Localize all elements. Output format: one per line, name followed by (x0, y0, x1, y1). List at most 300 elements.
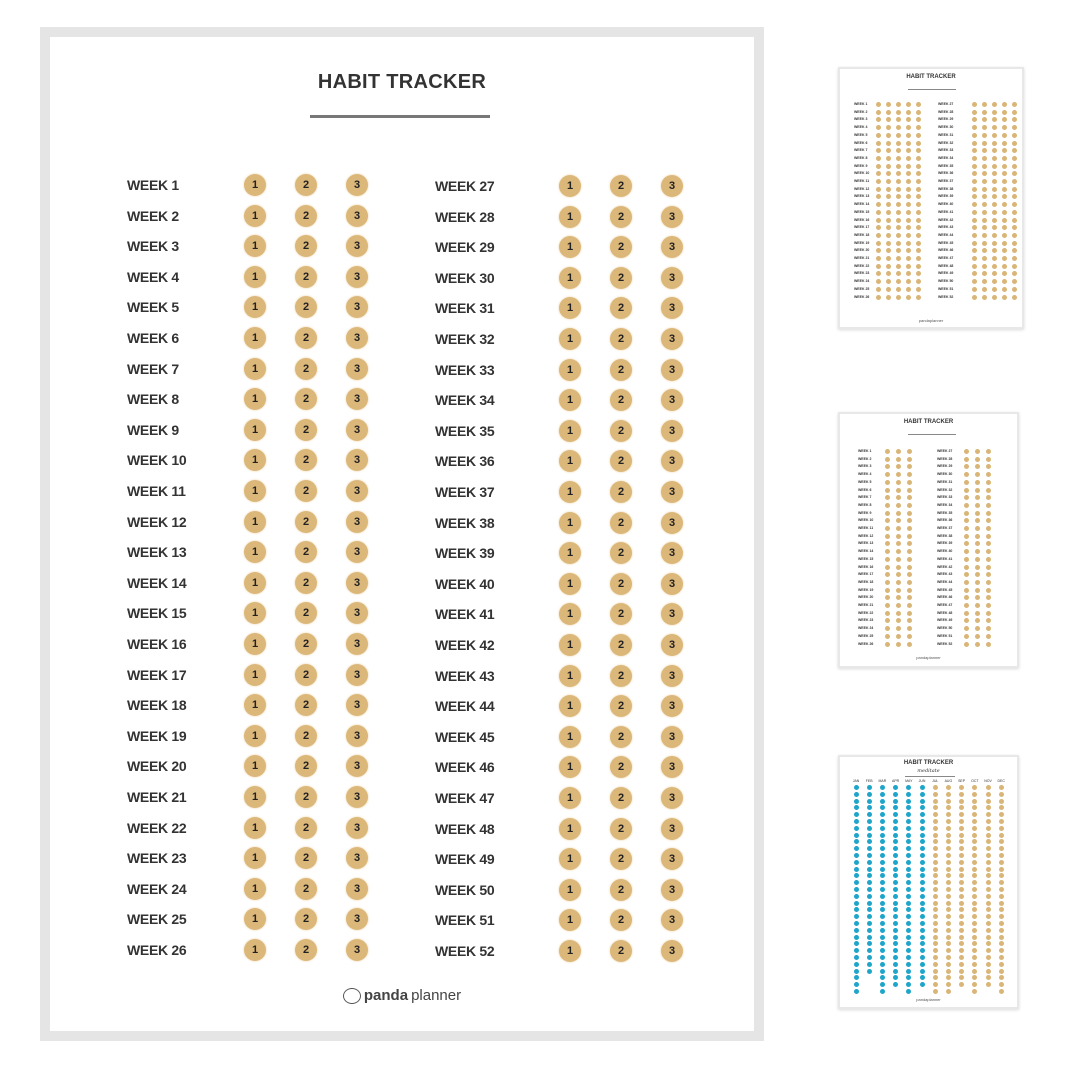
habit-circle[interactable]: 2 (295, 205, 317, 227)
thumb-day-circle (946, 887, 951, 892)
habit-circle[interactable]: 2 (610, 175, 632, 197)
thumb-circle (972, 271, 977, 276)
thumb-day-circle (986, 880, 991, 885)
week-label: WEEK 3 (127, 238, 179, 255)
thumb-day-circle (959, 880, 964, 885)
habit-circle[interactable]: 3 (346, 541, 368, 563)
habit-circle[interactable]: 1 (244, 878, 266, 900)
habit-circle[interactable]: 2 (295, 388, 317, 410)
habit-circle[interactable]: 3 (661, 542, 683, 564)
habit-circle[interactable]: 3 (346, 419, 368, 441)
thumb-day-circle (999, 962, 1004, 967)
habit-circle[interactable]: 1 (244, 847, 266, 869)
habit-circle[interactable]: 1 (559, 175, 581, 197)
thumb-circle (975, 464, 980, 469)
thumb-day-circle (999, 846, 1004, 851)
habit-circle[interactable]: 3 (346, 664, 368, 686)
thumb-day-circle (867, 792, 872, 797)
habit-circle[interactable]: 3 (346, 939, 368, 961)
habit-circle[interactable]: 2 (295, 419, 317, 441)
thumbnail-monthly[interactable] (838, 755, 1019, 1009)
habit-circle[interactable]: 2 (610, 267, 632, 289)
habit-circle[interactable]: 3 (346, 725, 368, 747)
thumb-circle (1002, 187, 1007, 192)
week-row (127, 694, 361, 716)
thumb-day-circle (867, 921, 872, 926)
habit-circle[interactable]: 1 (244, 541, 266, 563)
habit-circle[interactable]: 2 (295, 266, 317, 288)
thumb-day-circle (880, 962, 885, 967)
habit-circle[interactable]: 2 (295, 908, 317, 930)
thumb-circle (885, 626, 890, 631)
habit-circle[interactable]: 1 (559, 236, 581, 258)
thumb-circle (1012, 256, 1017, 261)
thumb-day-circle (999, 887, 1004, 892)
habit-circle[interactable]: 3 (661, 818, 683, 840)
habit-circle[interactable]: 1 (559, 756, 581, 778)
habit-circle[interactable]: 2 (610, 236, 632, 258)
week-row (435, 573, 676, 595)
habit-circle[interactable]: 3 (661, 481, 683, 503)
thumb-day-circle (920, 812, 925, 817)
habit-circle[interactable]: 3 (661, 848, 683, 870)
thumb-circle (896, 102, 901, 107)
habit-circle[interactable]: 3 (661, 726, 683, 748)
habit-circle[interactable]: 3 (346, 817, 368, 839)
habit-circle[interactable]: 3 (661, 695, 683, 717)
habit-circle[interactable]: 3 (346, 205, 368, 227)
thumb-day-circle (880, 907, 885, 912)
habit-circle[interactable]: 1 (244, 327, 266, 349)
habit-circle[interactable]: 1 (559, 879, 581, 901)
thumb-circle (876, 248, 881, 253)
thumb-logo: pandaplanner (916, 655, 941, 660)
thumbnail-5-circle[interactable] (838, 67, 1024, 329)
habit-circle[interactable]: 1 (559, 573, 581, 595)
thumb-day-circle (933, 989, 938, 994)
thumb-circle (992, 125, 997, 130)
thumb-day-circle (946, 826, 951, 831)
thumb-circle (896, 472, 901, 477)
habit-circle[interactable]: 1 (559, 267, 581, 289)
thumb-day-circle (999, 928, 1004, 933)
habit-circle[interactable]: 3 (661, 512, 683, 534)
thumb-circle (972, 110, 977, 115)
thumb-circle (876, 287, 881, 292)
thumb-circle (972, 287, 977, 292)
week-row (127, 847, 361, 869)
habit-circle[interactable]: 2 (295, 511, 317, 533)
thumb-circle (1002, 148, 1007, 153)
thumb-day-circle (999, 833, 1004, 838)
habit-circle[interactable]: 1 (244, 786, 266, 808)
habit-circle[interactable]: 3 (346, 480, 368, 502)
habit-circle[interactable]: 2 (295, 633, 317, 655)
habit-circle[interactable]: 1 (244, 205, 266, 227)
habit-circle[interactable]: 1 (244, 419, 266, 441)
thumb-day-circle (972, 914, 977, 919)
habit-circle[interactable]: 2 (610, 573, 632, 595)
thumb-day-circle (854, 935, 859, 940)
thumb-week-label: WEEK 39 (937, 541, 953, 546)
thumb-circle (885, 634, 890, 639)
habit-circle[interactable]: 1 (244, 480, 266, 502)
week-label: WEEK 38 (435, 514, 495, 531)
thumb-day-circle (867, 799, 872, 804)
thumb-circle (886, 287, 891, 292)
thumb-circle (982, 164, 987, 169)
habit-circle[interactable]: 3 (346, 358, 368, 380)
thumb-day-circle (972, 846, 977, 851)
thumb-circle (982, 225, 987, 230)
habit-circle[interactable]: 2 (295, 847, 317, 869)
thumb-circle (885, 611, 890, 616)
habit-circle[interactable]: 3 (661, 634, 683, 656)
thumb-day-circle (986, 785, 991, 790)
habit-circle[interactable]: 1 (559, 787, 581, 809)
habit-circle[interactable]: 1 (244, 358, 266, 380)
thumb-circle (964, 526, 969, 531)
week-row (435, 879, 676, 901)
thumb-week-label: WEEK 41 (937, 556, 953, 561)
habit-circle[interactable]: 2 (295, 235, 317, 257)
habit-circle[interactable]: 3 (346, 511, 368, 533)
thumb-circle (906, 295, 911, 300)
habit-circle[interactable]: 3 (661, 573, 683, 595)
thumb-day-circle (972, 819, 977, 824)
thumb-day-circle (972, 935, 977, 940)
habit-circle[interactable]: 2 (295, 664, 317, 686)
week-label: WEEK 45 (435, 728, 495, 745)
habit-circle[interactable]: 2 (610, 206, 632, 228)
habit-circle[interactable]: 2 (295, 939, 317, 961)
thumb-circle (986, 588, 991, 593)
thumb-day-circle (906, 969, 911, 974)
habit-circle[interactable]: 1 (559, 481, 581, 503)
thumb-week-label: WEEK 50 (937, 626, 953, 631)
habit-circle[interactable]: 2 (295, 572, 317, 594)
habit-circle[interactable]: 2 (295, 786, 317, 808)
habit-circle[interactable]: 2 (295, 541, 317, 563)
habit-circle[interactable]: 2 (610, 879, 632, 901)
week-label: WEEK 24 (127, 880, 187, 897)
habit-circle[interactable]: 2 (295, 174, 317, 196)
habit-circle[interactable]: 3 (661, 267, 683, 289)
habit-circle[interactable]: 1 (559, 512, 581, 534)
habit-circle[interactable]: 2 (295, 602, 317, 624)
habit-circle[interactable]: 3 (661, 603, 683, 625)
thumb-circle (1012, 295, 1017, 300)
thumb-day-circle (867, 941, 872, 946)
habit-circle[interactable]: 1 (559, 848, 581, 870)
habit-circle[interactable]: 3 (346, 235, 368, 257)
habit-circle[interactable]: 3 (346, 572, 368, 594)
habit-circle[interactable]: 1 (559, 665, 581, 687)
habit-circle[interactable]: 2 (610, 420, 632, 442)
habit-circle[interactable]: 2 (610, 940, 632, 962)
habit-circle[interactable]: 3 (346, 266, 368, 288)
thumb-day-circle (867, 819, 872, 824)
thumb-day-circle (906, 914, 911, 919)
thumb-day-circle (933, 914, 938, 919)
habit-circle[interactable]: 1 (559, 389, 581, 411)
thumb-week-label: WEEK 7 (854, 148, 868, 153)
habit-circle[interactable]: 3 (346, 296, 368, 318)
habit-circle[interactable]: 3 (346, 847, 368, 869)
habit-circle[interactable]: 2 (610, 848, 632, 870)
thumb-day-circle (972, 989, 977, 994)
thumb-circle (975, 495, 980, 500)
thumb-circle (906, 164, 911, 169)
thumb-circle (986, 565, 991, 570)
thumb-circle (876, 141, 881, 146)
habit-circle[interactable]: 1 (559, 328, 581, 350)
habit-circle[interactable]: 1 (244, 511, 266, 533)
thumb-circle (1002, 256, 1007, 261)
thumb-week-label: WEEK 49 (937, 618, 953, 623)
thumb-circle (885, 642, 890, 647)
habit-circle[interactable]: 1 (244, 755, 266, 777)
habit-circle[interactable]: 2 (610, 818, 632, 840)
habit-circle[interactable]: 2 (610, 512, 632, 534)
week-row (435, 481, 676, 503)
week-row (127, 664, 361, 686)
habit-circle[interactable]: 1 (559, 297, 581, 319)
thumb-day-circle (906, 941, 911, 946)
habit-circle[interactable]: 2 (295, 878, 317, 900)
habit-circle[interactable]: 2 (610, 542, 632, 564)
thumb-day-circle (933, 907, 938, 912)
thumb-circle (896, 171, 901, 176)
habit-circle[interactable]: 3 (346, 602, 368, 624)
habit-circle[interactable]: 2 (610, 726, 632, 748)
habit-circle[interactable]: 2 (610, 665, 632, 687)
habit-circle[interactable]: 1 (244, 908, 266, 930)
habit-circle[interactable]: 1 (559, 940, 581, 962)
habit-circle[interactable]: 1 (244, 388, 266, 410)
thumb-day-circle (986, 975, 991, 980)
habit-circle[interactable]: 3 (661, 665, 683, 687)
habit-circle[interactable]: 1 (244, 939, 266, 961)
habit-circle[interactable]: 1 (559, 818, 581, 840)
habit-circle[interactable]: 2 (295, 725, 317, 747)
habit-circle[interactable]: 3 (346, 174, 368, 196)
habit-circle[interactable]: 3 (346, 327, 368, 349)
habit-circle[interactable]: 2 (610, 389, 632, 411)
habit-circle[interactable]: 2 (610, 297, 632, 319)
habit-circle[interactable]: 1 (244, 572, 266, 594)
week-row (435, 450, 676, 472)
thumb-day-circle (999, 812, 1004, 817)
thumb-circle (982, 279, 987, 284)
week-row (127, 205, 361, 227)
habit-circle[interactable]: 1 (559, 206, 581, 228)
thumb-day-circle (893, 969, 898, 974)
habit-circle[interactable]: 1 (559, 909, 581, 931)
thumbnail-3-circle[interactable] (838, 412, 1019, 668)
habit-circle[interactable]: 2 (610, 634, 632, 656)
thumb-day-circle (867, 833, 872, 838)
habit-circle[interactable]: 3 (661, 879, 683, 901)
thumb-day-circle (986, 846, 991, 851)
thumb-circle (972, 218, 977, 223)
habit-circle[interactable]: 3 (661, 297, 683, 319)
thumb-day-circle (906, 880, 911, 885)
week-label: WEEK 42 (435, 637, 495, 653)
habit-circle[interactable]: 2 (610, 603, 632, 625)
habit-circle[interactable]: 2 (295, 449, 317, 471)
habit-circle[interactable]: 1 (244, 235, 266, 257)
habit-circle[interactable]: 3 (346, 694, 368, 716)
habit-circle[interactable]: 1 (559, 695, 581, 717)
thumb-day-circle (959, 941, 964, 946)
habit-circle[interactable]: 1 (559, 359, 581, 381)
habit-circle[interactable]: 3 (661, 328, 683, 350)
habit-circle[interactable]: 2 (295, 694, 317, 716)
habit-circle[interactable]: 1 (559, 634, 581, 656)
thumb-day-circle (906, 901, 911, 906)
habit-circle[interactable]: 1 (244, 266, 266, 288)
habit-circle[interactable]: 1 (244, 694, 266, 716)
habit-circle[interactable]: 3 (661, 389, 683, 411)
habit-circle[interactable]: 3 (661, 206, 683, 228)
habit-circle[interactable]: 2 (610, 695, 632, 717)
thumb-circle (972, 248, 977, 253)
thumb-week-label: WEEK 10 (854, 171, 870, 176)
habit-circle[interactable]: 1 (244, 602, 266, 624)
habit-circle[interactable]: 2 (295, 327, 317, 349)
habit-circle[interactable]: 3 (346, 786, 368, 808)
habit-circle[interactable]: 2 (610, 481, 632, 503)
habit-circle[interactable]: 3 (661, 940, 683, 962)
habit-circle[interactable]: 2 (610, 909, 632, 931)
habit-circle[interactable]: 3 (346, 449, 368, 471)
habit-circle[interactable]: 1 (244, 633, 266, 655)
thumb-circle (986, 480, 991, 485)
habit-circle[interactable]: 2 (295, 480, 317, 502)
thumb-circle (986, 572, 991, 577)
thumb-circle (982, 241, 987, 246)
habit-circle[interactable]: 3 (661, 175, 683, 197)
thumb-day-circle (999, 969, 1004, 974)
thumb-day-circle (867, 907, 872, 912)
habit-circle[interactable]: 1 (559, 603, 581, 625)
thumb-circle (982, 210, 987, 215)
habit-circle[interactable]: 1 (559, 450, 581, 472)
thumb-week-label: WEEK 48 (938, 263, 954, 268)
thumb-day-circle (959, 873, 964, 878)
habit-circle[interactable]: 3 (346, 755, 368, 777)
habit-circle[interactable]: 2 (610, 450, 632, 472)
thumb-circle (1012, 156, 1017, 161)
thumb-day-circle (867, 914, 872, 919)
thumb-circle (886, 233, 891, 238)
thumb-circle (1002, 179, 1007, 184)
thumb-week-label: WEEK 33 (938, 148, 954, 153)
thumb-day-circle (959, 792, 964, 797)
thumb-day-circle (933, 812, 938, 817)
habit-circle[interactable]: 1 (244, 296, 266, 318)
week-label: WEEK 7 (127, 360, 179, 377)
thumb-day-circle (959, 907, 964, 912)
habit-circle[interactable]: 1 (244, 725, 266, 747)
habit-circle[interactable]: 2 (610, 787, 632, 809)
thumb-day-circle (893, 826, 898, 831)
thumb-circle (896, 287, 901, 292)
thumb-day-circle (986, 907, 991, 912)
week-row (127, 480, 361, 502)
week-row (435, 175, 676, 197)
thumb-circle (982, 117, 987, 122)
thumb-day-circle (986, 962, 991, 967)
thumb-day-circle (867, 955, 872, 960)
habit-circle[interactable]: 1 (244, 174, 266, 196)
thumb-circle (906, 133, 911, 138)
thumb-day-circle (867, 962, 872, 967)
habit-circle[interactable]: 2 (610, 328, 632, 350)
thumb-circle (982, 218, 987, 223)
habit-circle[interactable]: 3 (661, 359, 683, 381)
thumb-title: HABIT TRACKER (903, 419, 954, 425)
thumb-day-circle (999, 805, 1004, 810)
habit-circle[interactable]: 2 (295, 755, 317, 777)
habit-circle[interactable]: 3 (346, 908, 368, 930)
thumb-week-label: WEEK 37 (937, 526, 953, 530)
habit-circle[interactable]: 2 (610, 756, 632, 778)
thumb-day-circle (893, 982, 898, 987)
habit-circle[interactable]: 2 (295, 817, 317, 839)
habit-circle[interactable]: 3 (661, 787, 683, 809)
thumb-circle (992, 210, 997, 215)
thumb-day-circle (880, 873, 885, 878)
habit-circle[interactable]: 3 (346, 878, 368, 900)
thumb-circle (1002, 271, 1007, 276)
habit-circle[interactable]: 1 (559, 726, 581, 748)
habit-circle[interactable]: 2 (295, 358, 317, 380)
habit-circle[interactable]: 3 (346, 633, 368, 655)
habit-circle[interactable]: 2 (295, 296, 317, 318)
thumb-day-circle (867, 948, 872, 953)
thumb-month-label: MAY (905, 779, 913, 783)
habit-circle[interactable]: 1 (559, 420, 581, 442)
habit-circle[interactable]: 2 (610, 359, 632, 381)
habit-circle[interactable]: 3 (346, 388, 368, 410)
habit-circle[interactable]: 3 (661, 756, 683, 778)
thumb-circle (896, 572, 901, 577)
habit-circle[interactable]: 3 (661, 450, 683, 472)
thumb-day-circle (893, 975, 898, 980)
thumb-circle (885, 595, 890, 600)
habit-circle[interactable]: 1 (244, 449, 266, 471)
week-label: WEEK 26 (127, 942, 187, 958)
habit-circle[interactable]: 3 (661, 420, 683, 442)
thumb-circle (907, 618, 912, 623)
habit-circle[interactable]: 1 (244, 817, 266, 839)
thumb-circle (906, 194, 911, 199)
thumb-day-circle (999, 982, 1004, 987)
thumb-day-circle (972, 792, 977, 797)
thumb-circle (1002, 117, 1007, 122)
thumb-day-circle (959, 860, 964, 865)
habit-circle[interactable]: 1 (559, 542, 581, 564)
thumb-circle (964, 549, 969, 554)
thumb-circle (975, 618, 980, 623)
habit-circle[interactable]: 3 (661, 236, 683, 258)
habit-circle[interactable]: 1 (244, 664, 266, 686)
habit-circle[interactable]: 3 (661, 909, 683, 931)
thumb-circle (1012, 171, 1017, 176)
thumb-circle (1002, 125, 1007, 130)
